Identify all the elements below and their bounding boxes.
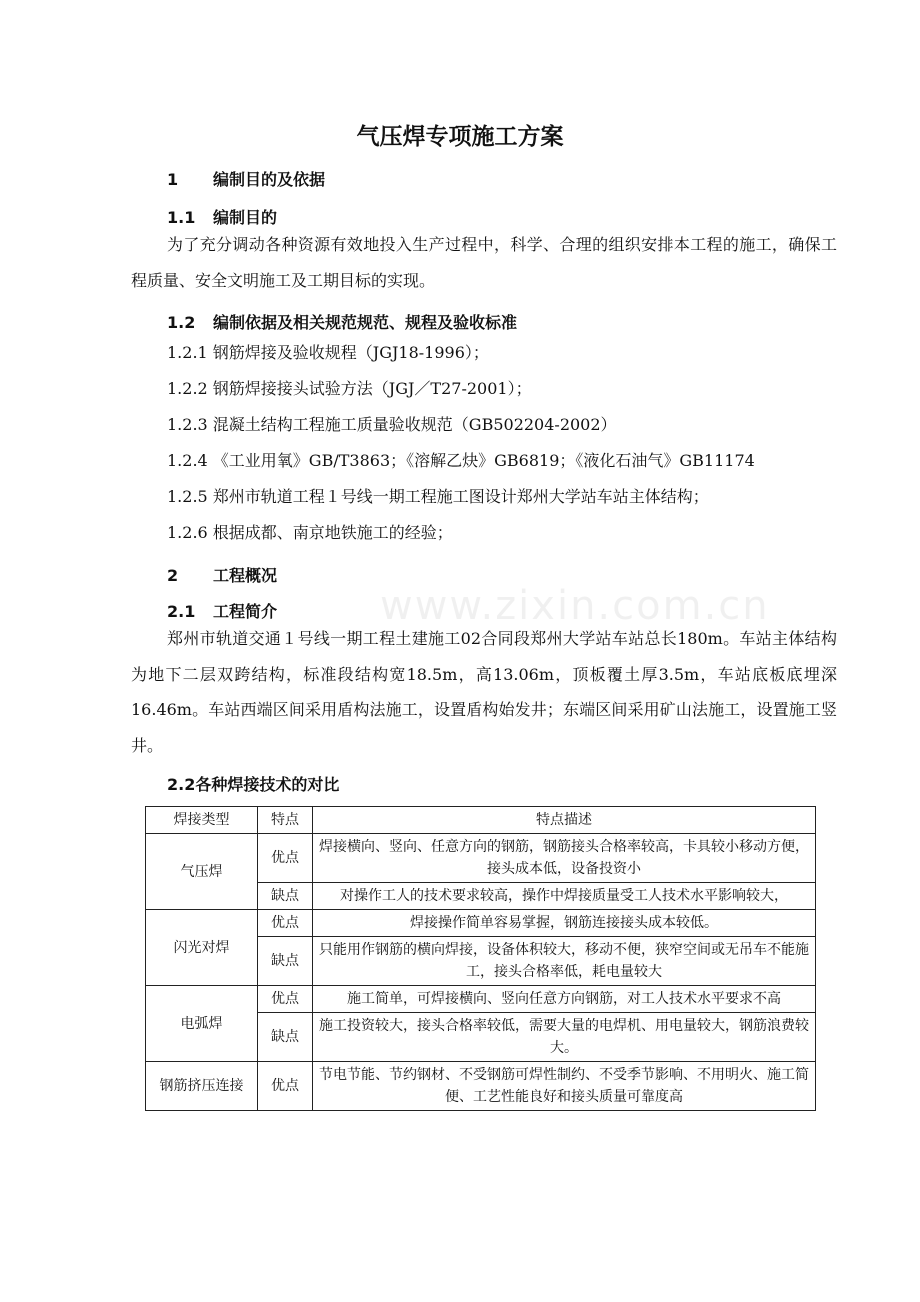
paragraph-purpose: 为了充分调动各种资源有效地投入生产过程中，科学、合理的组织安排本工程的施工，确保工程质量、安全文明施工及工期目标的实现。 <box>131 235 837 290</box>
section-1-1-heading <box>167 205 277 228</box>
reference-item: 1.2.3 混凝土结构工程施工质量验收规范（GB502204-2002） <box>167 415 617 434</box>
table-row <box>146 986 816 1013</box>
welding-type-cell: 电弧焊 <box>146 986 258 1062</box>
section-number: 2 <box>167 566 179 585</box>
column-header: 焊接类型 <box>146 807 258 834</box>
section-2-1-heading <box>167 599 277 622</box>
feature-cell: 优点 <box>258 834 313 883</box>
section-title: 编制目的及依据 <box>213 170 326 189</box>
feature-cell: 缺点 <box>258 1013 313 1062</box>
section-title: 编制依据及相关规范规范、规程及验收标准 <box>213 313 518 332</box>
section-2-heading <box>167 563 277 586</box>
section-number: 2.1 <box>167 602 196 621</box>
section-number: 1.1 <box>167 208 196 227</box>
reference-item: 1.2.1 钢筋焊接及验收规程（JGJ18-1996）； <box>167 343 489 362</box>
welding-type-cell: 钢筋挤压连接 <box>146 1062 258 1111</box>
feature-cell: 优点 <box>258 986 313 1013</box>
welding-comparison-table <box>145 806 816 1111</box>
feature-cell: 优点 <box>258 910 313 937</box>
feature-cell: 缺点 <box>258 937 313 986</box>
feature-cell: 缺点 <box>258 883 313 910</box>
reference-item: 1.2.4 《工业用氧》GB/T3863；《溶解乙炔》GB6819；《液化石油气》GB11174 <box>167 451 755 470</box>
watermark: www.zixin.com.cn <box>380 583 770 629</box>
section-title: 工程简介 <box>213 602 278 621</box>
section-number: 1 <box>167 170 179 189</box>
section-1-heading <box>167 167 325 190</box>
section-1-2-heading <box>167 310 517 333</box>
column-header: 特点 <box>258 807 313 834</box>
table-header-row <box>146 807 816 834</box>
description-cell: 焊接横向、竖向、任意方向的钢筋，钢筋接头合格率较高，卡具较小移动方便，接头成本低，设备投资小 <box>313 834 816 883</box>
column-header: 特点描述 <box>313 807 816 834</box>
document-title: 气压焊专项施工方案 <box>356 124 564 150</box>
feature-cell: 优点 <box>258 1062 313 1111</box>
reference-item: 1.2.2 钢筋焊接接头试验方法（JGJ／T27-2001）； <box>167 379 532 398</box>
table-row <box>146 834 816 883</box>
description-cell: 对操作工人的技术要求较高，操作中焊接质量受工人技术水平影响较大， <box>313 883 816 910</box>
section-2-2-heading: 2.2各种焊接技术的对比 <box>167 775 340 794</box>
welding-type-cell: 闪光对焊 <box>146 910 258 986</box>
description-cell: 施工简单，可焊接横向、竖向任意方向钢筋，对工人技术水平要求不高 <box>313 986 816 1013</box>
reference-item: 1.2.5 郑州市轨道工程１号线一期工程施工图设计郑州大学站车站主体结构； <box>167 487 709 506</box>
description-cell: 焊接操作简单容易掌握，钢筋连接接头成本较低。 <box>313 910 816 937</box>
description-cell: 施工投资较大，接头合格率较低，需要大量的电焊机、用电量较大，钢筋浪费较大。 <box>313 1013 816 1062</box>
welding-type-cell: 气压焊 <box>146 834 258 910</box>
description-cell: 只能用作钢筋的横向焊接，设备体积较大，移动不便，狭窄空间或无吊车不能施工，接头合格率低，耗电量较大 <box>313 937 816 986</box>
paragraph-overview: 郑州市轨道交通１号线一期工程土建施工02合同段郑州大学站车站总长180m。车站主体结构为地下二层双跨结构，标准段结构宽18.5m，高13.06m，顶板覆土厚3.5m，车站底板底埋深16.46m。车站西端区间采用盾构法施工，设置盾构始发井；东端区间采用矿山法施工，设置施工竖井。 <box>131 629 837 755</box>
reference-item: 1.2.6 根据成都、南京地铁施工的经验； <box>167 523 453 542</box>
section-title: 编制目的 <box>213 208 278 227</box>
table-row <box>146 910 816 937</box>
table-row <box>146 1062 816 1111</box>
description-cell: 节电节能、节约钢材、不受钢筋可焊性制约、不受季节影响、不用明火、施工简便、工艺性能良好和接头质量可靠度高 <box>313 1062 816 1111</box>
section-title: 工程概况 <box>213 566 278 585</box>
section-number: 1.2 <box>167 313 196 332</box>
